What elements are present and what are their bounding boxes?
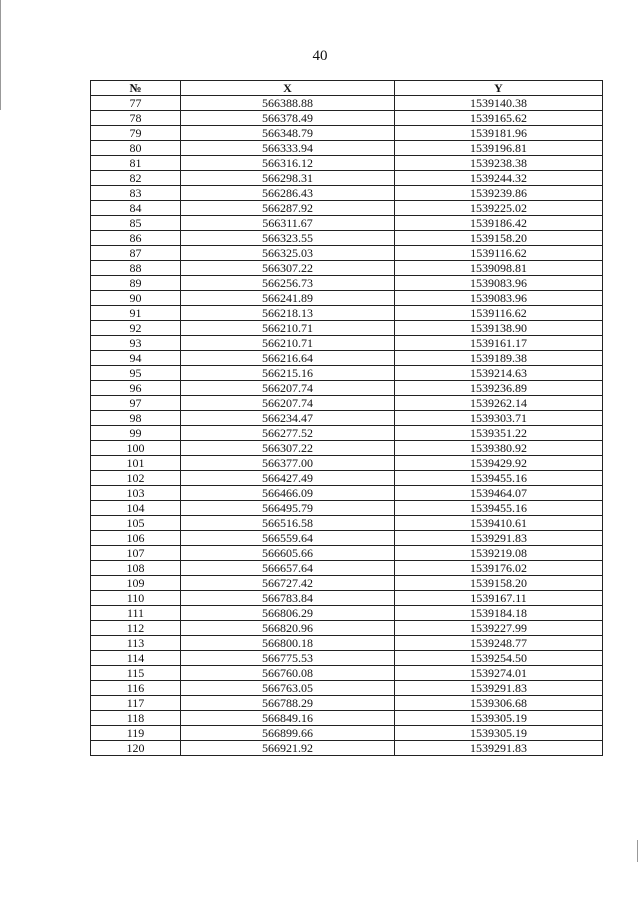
point-number-cell: 94 (91, 351, 181, 366)
table-row (91, 621, 603, 636)
point-number-cell: 95 (91, 366, 181, 381)
point-number-cell: 81 (91, 156, 181, 171)
y-coordinate-cell: 1539225.02 (395, 201, 603, 216)
x-coordinate-cell: 566256.73 (181, 276, 395, 291)
table-row (91, 216, 603, 231)
table-row (91, 666, 603, 681)
x-coordinate-cell: 566657.64 (181, 561, 395, 576)
page-number: 40 (312, 48, 328, 64)
x-coordinate-cell: 566783.84 (181, 591, 395, 606)
y-coordinate-cell: 1539098.81 (395, 261, 603, 276)
x-coordinate-cell: 566800.18 (181, 636, 395, 651)
point-number-cell: 100 (91, 441, 181, 456)
table-row (91, 276, 603, 291)
point-number-cell: 102 (91, 471, 181, 486)
x-coordinate-cell: 566311.67 (181, 216, 395, 231)
table-row (91, 741, 603, 756)
table-header-row (91, 81, 603, 96)
x-coordinate-cell: 566495.79 (181, 501, 395, 516)
table-row (91, 291, 603, 306)
table-row (91, 501, 603, 516)
y-coordinate-cell: 1539455.16 (395, 471, 603, 486)
x-coordinate-cell: 566210.71 (181, 336, 395, 351)
x-coordinate-cell: 566277.52 (181, 426, 395, 441)
point-number-cell: 114 (91, 651, 181, 666)
point-number-cell: 78 (91, 111, 181, 126)
table-row (91, 156, 603, 171)
y-coordinate-cell: 1539167.11 (395, 591, 603, 606)
coordinates-table (90, 80, 603, 756)
x-coordinate-cell: 566325.03 (181, 246, 395, 261)
x-coordinate-cell: 566234.47 (181, 411, 395, 426)
point-number-cell: 91 (91, 306, 181, 321)
point-number-cell: 113 (91, 636, 181, 651)
x-coordinate-cell: 566210.71 (181, 321, 395, 336)
y-coordinate-cell: 1539189.38 (395, 351, 603, 366)
y-coordinate-cell: 1539140.38 (395, 96, 603, 111)
x-coordinate-cell: 566605.66 (181, 546, 395, 561)
table-row (91, 261, 603, 276)
y-coordinate-cell: 1539410.61 (395, 516, 603, 531)
y-coordinate-cell: 1539429.92 (395, 456, 603, 471)
y-coordinate-cell: 1539083.96 (395, 291, 603, 306)
table-row (91, 681, 603, 696)
point-number-cell: 86 (91, 231, 181, 246)
y-coordinate-cell: 1539464.07 (395, 486, 603, 501)
point-number-cell: 120 (91, 741, 181, 756)
table-row (91, 726, 603, 741)
table-row (91, 411, 603, 426)
table-row (91, 561, 603, 576)
x-coordinate-cell: 566307.22 (181, 261, 395, 276)
y-coordinate-cell: 1539274.01 (395, 666, 603, 681)
point-number-cell: 107 (91, 546, 181, 561)
point-number-cell: 89 (91, 276, 181, 291)
table-row (91, 636, 603, 651)
table-row (91, 711, 603, 726)
point-number-cell: 110 (91, 591, 181, 606)
table-row (91, 426, 603, 441)
y-coordinate-cell: 1539351.22 (395, 426, 603, 441)
y-coordinate-cell: 1539244.32 (395, 171, 603, 186)
x-coordinate-cell: 566286.43 (181, 186, 395, 201)
table-row (91, 141, 603, 156)
point-number-cell: 118 (91, 711, 181, 726)
x-coordinate-cell: 566516.58 (181, 516, 395, 531)
y-coordinate-cell: 1539291.83 (395, 531, 603, 546)
point-number-cell: 115 (91, 666, 181, 681)
table-row (91, 471, 603, 486)
column-header-number: № (91, 81, 181, 96)
x-coordinate-cell: 566316.12 (181, 156, 395, 171)
x-coordinate-cell: 566215.16 (181, 366, 395, 381)
y-coordinate-cell: 1539291.83 (395, 741, 603, 756)
table-row (91, 516, 603, 531)
x-coordinate-cell: 566899.66 (181, 726, 395, 741)
column-header-y: Y (395, 81, 603, 96)
table-row (91, 201, 603, 216)
x-coordinate-cell: 566760.08 (181, 666, 395, 681)
y-coordinate-cell: 1539138.90 (395, 321, 603, 336)
y-coordinate-cell: 1539214.63 (395, 366, 603, 381)
table-row (91, 186, 603, 201)
y-coordinate-cell: 1539184.18 (395, 606, 603, 621)
point-number-cell: 90 (91, 291, 181, 306)
point-number-cell: 88 (91, 261, 181, 276)
x-coordinate-cell: 566466.09 (181, 486, 395, 501)
point-number-cell: 104 (91, 501, 181, 516)
y-coordinate-cell: 1539239.86 (395, 186, 603, 201)
y-coordinate-cell: 1539116.62 (395, 246, 603, 261)
point-number-cell: 82 (91, 171, 181, 186)
table-row (91, 366, 603, 381)
point-number-cell: 109 (91, 576, 181, 591)
y-coordinate-cell: 1539219.08 (395, 546, 603, 561)
table-row (91, 456, 603, 471)
y-coordinate-cell: 1539254.50 (395, 651, 603, 666)
point-number-cell: 96 (91, 381, 181, 396)
y-coordinate-cell: 1539305.19 (395, 726, 603, 741)
y-coordinate-cell: 1539236.89 (395, 381, 603, 396)
column-header-x: X (181, 81, 395, 96)
table-row (91, 126, 603, 141)
x-coordinate-cell: 566207.74 (181, 396, 395, 411)
table-row (91, 396, 603, 411)
point-number-cell: 117 (91, 696, 181, 711)
table-row (91, 336, 603, 351)
y-coordinate-cell: 1539181.96 (395, 126, 603, 141)
table-row (91, 576, 603, 591)
x-coordinate-cell: 566216.64 (181, 351, 395, 366)
scan-edge-left (0, 0, 1, 110)
x-coordinate-cell: 566378.49 (181, 111, 395, 126)
y-coordinate-cell: 1539161.17 (395, 336, 603, 351)
table-row (91, 441, 603, 456)
point-number-cell: 105 (91, 516, 181, 531)
y-coordinate-cell: 1539186.42 (395, 216, 603, 231)
point-number-cell: 80 (91, 141, 181, 156)
y-coordinate-cell: 1539238.38 (395, 156, 603, 171)
y-coordinate-cell: 1539306.68 (395, 696, 603, 711)
table-row (91, 171, 603, 186)
point-number-cell: 87 (91, 246, 181, 261)
x-coordinate-cell: 566298.31 (181, 171, 395, 186)
point-number-cell: 77 (91, 96, 181, 111)
table-row (91, 651, 603, 666)
point-number-cell: 106 (91, 531, 181, 546)
point-number-cell: 103 (91, 486, 181, 501)
x-coordinate-cell: 566218.13 (181, 306, 395, 321)
point-number-cell: 108 (91, 561, 181, 576)
table-row (91, 696, 603, 711)
y-coordinate-cell: 1539165.62 (395, 111, 603, 126)
point-number-cell: 112 (91, 621, 181, 636)
point-number-cell: 111 (91, 606, 181, 621)
table-row (91, 306, 603, 321)
x-coordinate-cell: 566307.22 (181, 441, 395, 456)
x-coordinate-cell: 566763.05 (181, 681, 395, 696)
x-coordinate-cell: 566820.96 (181, 621, 395, 636)
table-row (91, 321, 603, 336)
point-number-cell: 101 (91, 456, 181, 471)
point-number-cell: 84 (91, 201, 181, 216)
point-number-cell: 97 (91, 396, 181, 411)
table-row (91, 486, 603, 501)
y-coordinate-cell: 1539158.20 (395, 231, 603, 246)
table-row (91, 546, 603, 561)
x-coordinate-cell: 566788.29 (181, 696, 395, 711)
point-number-cell: 119 (91, 726, 181, 741)
y-coordinate-cell: 1539196.81 (395, 141, 603, 156)
y-coordinate-cell: 1539116.62 (395, 306, 603, 321)
point-number-cell: 99 (91, 426, 181, 441)
y-coordinate-cell: 1539305.19 (395, 711, 603, 726)
x-coordinate-cell: 566921.92 (181, 741, 395, 756)
x-coordinate-cell: 566377.00 (181, 456, 395, 471)
point-number-cell: 92 (91, 321, 181, 336)
point-number-cell: 98 (91, 411, 181, 426)
x-coordinate-cell: 566806.29 (181, 606, 395, 621)
table-row (91, 606, 603, 621)
x-coordinate-cell: 566333.94 (181, 141, 395, 156)
table-row (91, 351, 603, 366)
x-coordinate-cell: 566427.49 (181, 471, 395, 486)
x-coordinate-cell: 566775.53 (181, 651, 395, 666)
y-coordinate-cell: 1539380.92 (395, 441, 603, 456)
x-coordinate-cell: 566559.64 (181, 531, 395, 546)
table-row (91, 246, 603, 261)
table-row (91, 531, 603, 546)
x-coordinate-cell: 566207.74 (181, 381, 395, 396)
x-coordinate-cell: 566727.42 (181, 576, 395, 591)
x-coordinate-cell: 566388.88 (181, 96, 395, 111)
point-number-cell: 85 (91, 216, 181, 231)
x-coordinate-cell: 566287.92 (181, 201, 395, 216)
y-coordinate-cell: 1539176.02 (395, 561, 603, 576)
x-coordinate-cell: 566348.79 (181, 126, 395, 141)
point-number-cell: 79 (91, 126, 181, 141)
y-coordinate-cell: 1539262.14 (395, 396, 603, 411)
y-coordinate-cell: 1539083.96 (395, 276, 603, 291)
y-coordinate-cell: 1539291.83 (395, 681, 603, 696)
x-coordinate-cell: 566323.55 (181, 231, 395, 246)
table-row (91, 381, 603, 396)
y-coordinate-cell: 1539303.71 (395, 411, 603, 426)
y-coordinate-cell: 1539248.77 (395, 636, 603, 651)
x-coordinate-cell: 566241.89 (181, 291, 395, 306)
table-row (91, 231, 603, 246)
y-coordinate-cell: 1539455.16 (395, 501, 603, 516)
table-row (91, 96, 603, 111)
y-coordinate-cell: 1539227.99 (395, 621, 603, 636)
point-number-cell: 93 (91, 336, 181, 351)
point-number-cell: 83 (91, 186, 181, 201)
x-coordinate-cell: 566849.16 (181, 711, 395, 726)
point-number-cell: 116 (91, 681, 181, 696)
y-coordinate-cell: 1539158.20 (395, 576, 603, 591)
table-row (91, 591, 603, 606)
scan-edge-right (637, 840, 638, 862)
table-row (91, 111, 603, 126)
